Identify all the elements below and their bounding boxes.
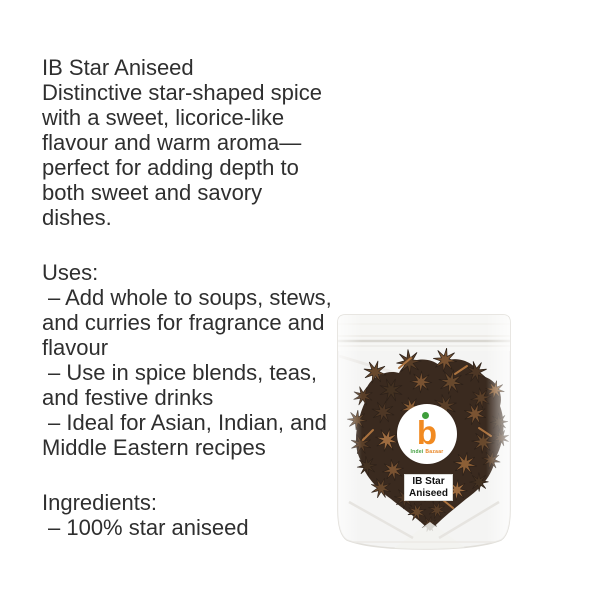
uses-heading: Uses: [42,260,99,285]
ingredients-heading: Ingredients: [42,490,157,515]
package-label [404,474,453,501]
product-info-text [42,55,336,540]
brand-logo-letter: b [416,414,438,451]
package-label-line2: Aniseed [409,488,448,499]
package-label-line1: IB Star [412,476,445,487]
ingredients-section [42,490,336,540]
uses-item: – Add whole to soups, stews, and curries for fragrance and flavour [42,285,332,360]
product-photo [333,310,515,552]
product-title: IB Star Aniseed [42,55,194,80]
ingredients-item: – 100% star aniseed [48,515,249,540]
uses-item: – Ideal for Asian, Indian, and Middle Eastern recipes [42,410,327,460]
brand-tagline-word1: Indei [410,449,424,455]
brand-logo-sticker [397,404,457,464]
brand-tagline [397,449,457,455]
product-description: Distinctive star-shaped spice with a sweet, licorice-like flavour and warm aroma—perfect for adding depth to both sweet and savory dishes. [42,80,323,230]
uses-section [42,260,336,460]
brand-tagline-word2: Bazaar [425,449,444,455]
uses-item: – Use in spice blends, teas, and festive drinks [42,360,318,410]
